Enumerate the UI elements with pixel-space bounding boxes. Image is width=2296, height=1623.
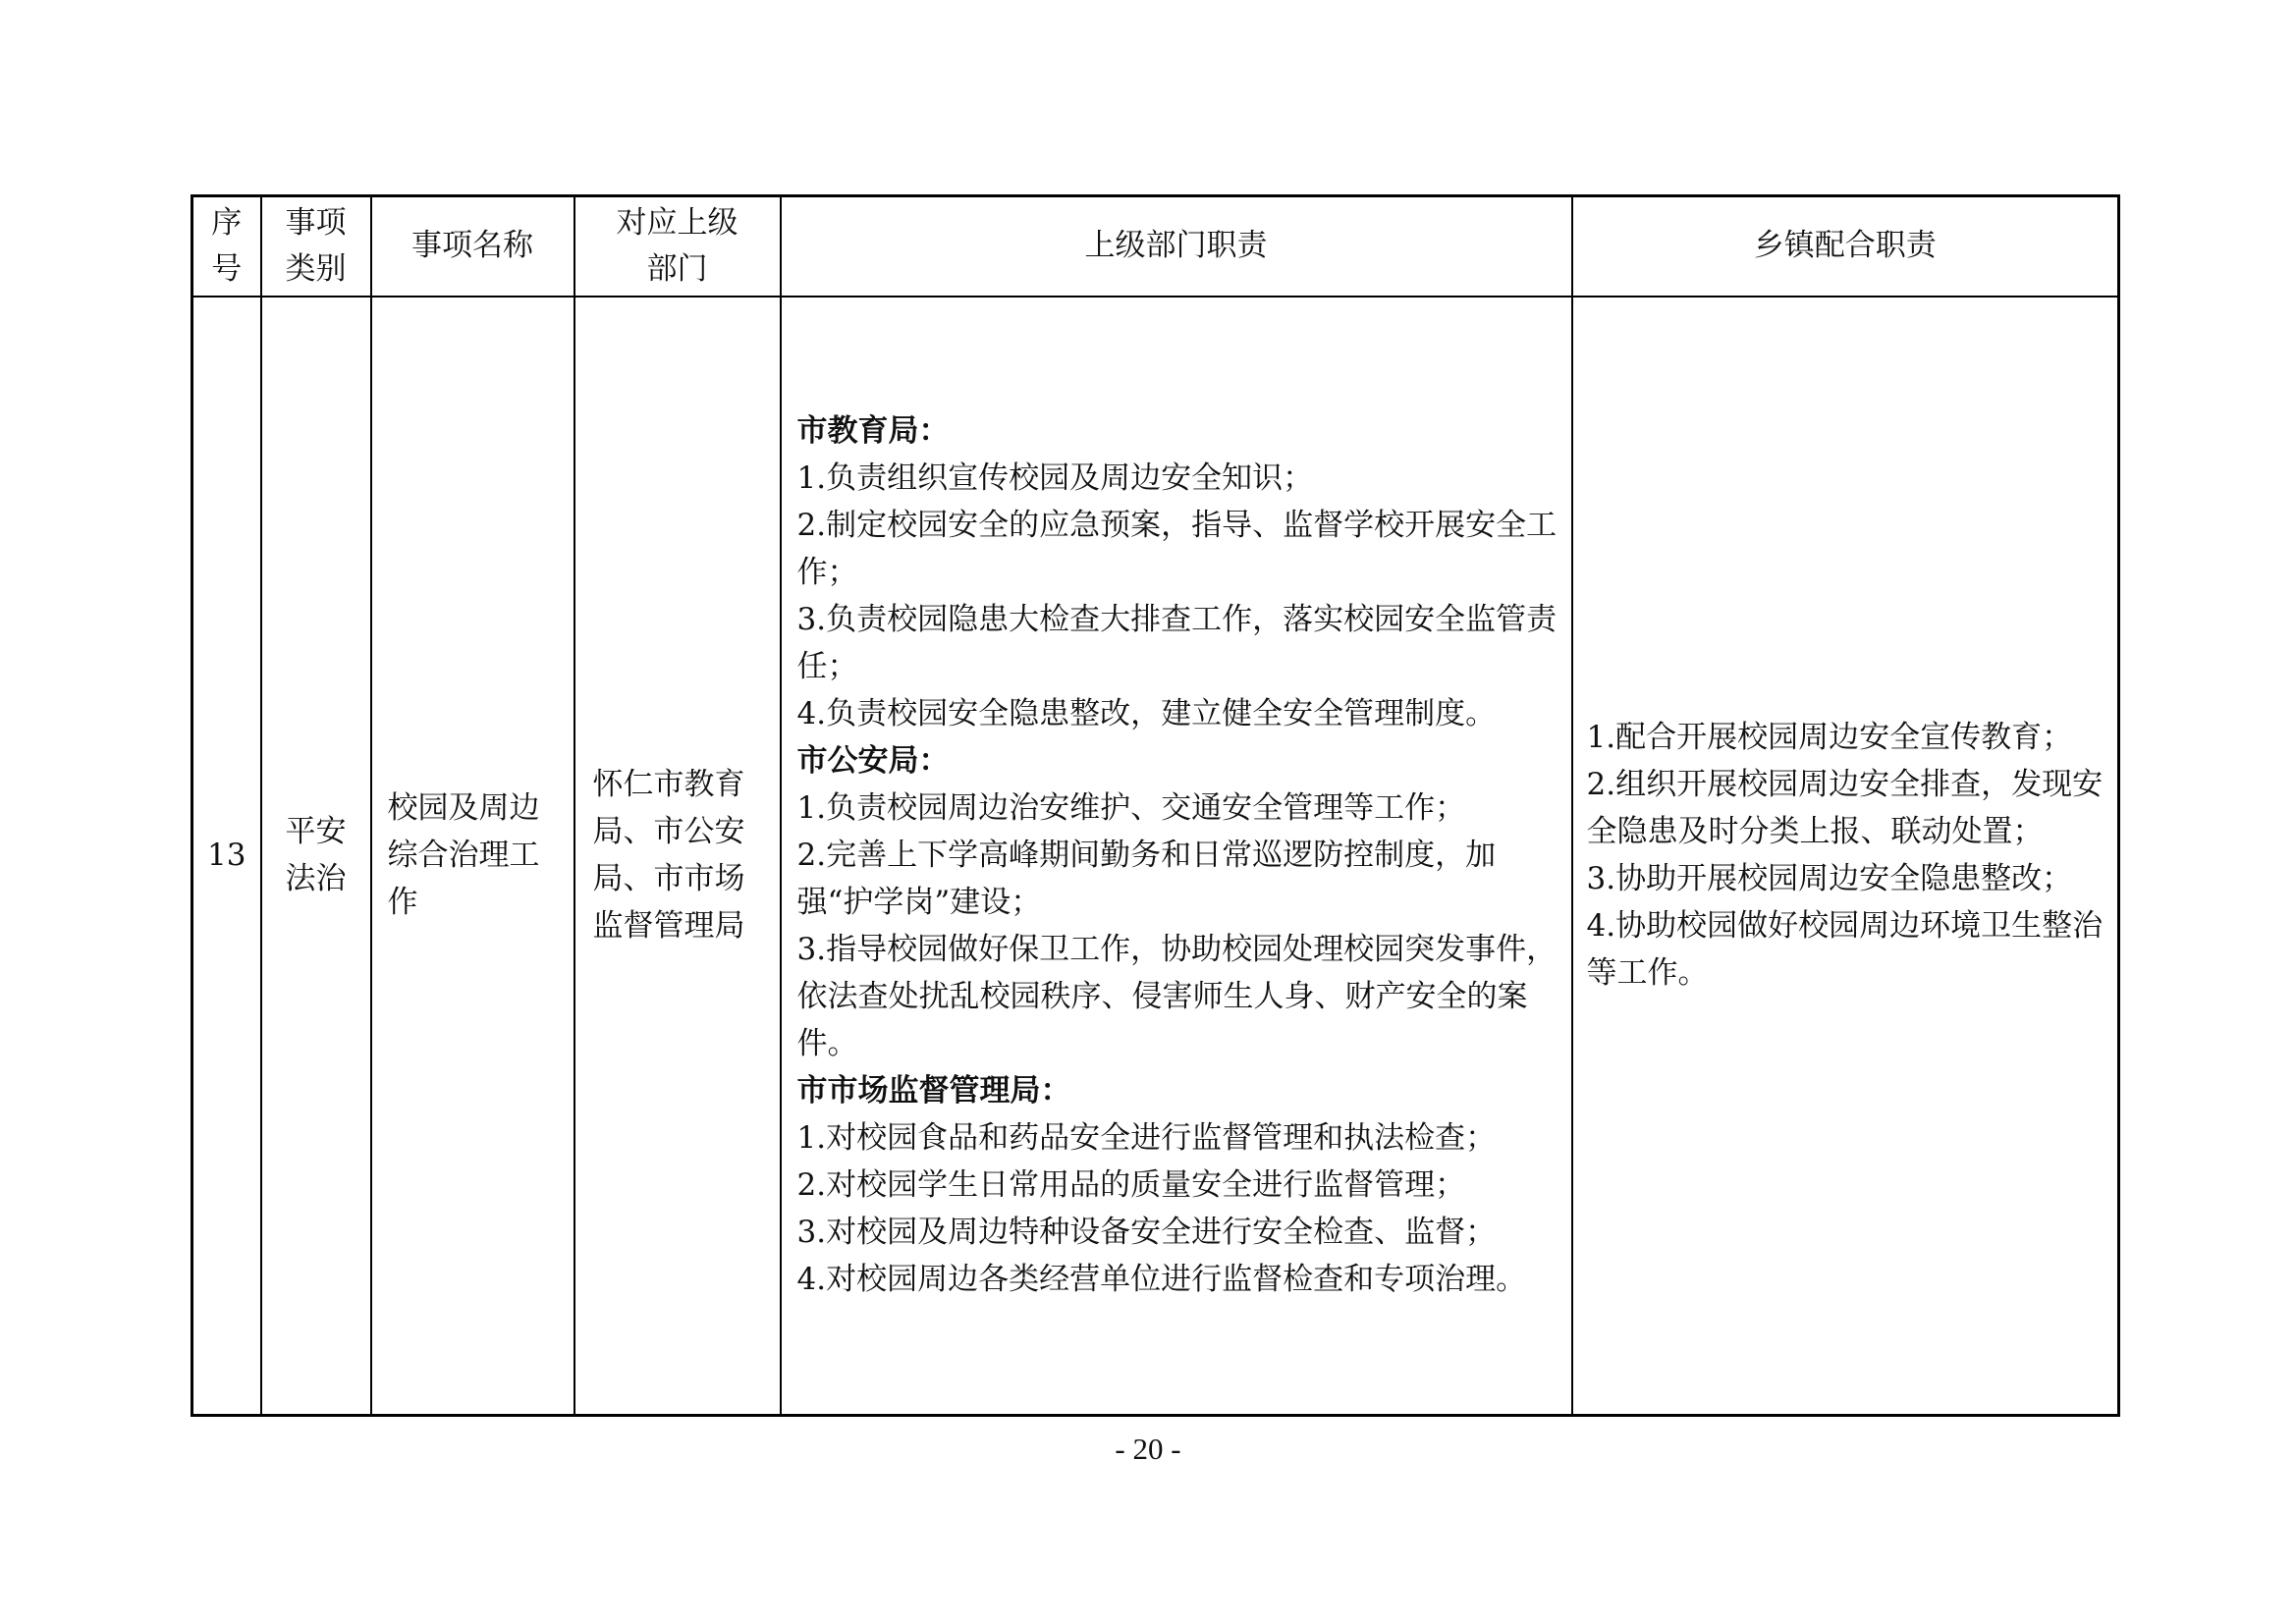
duty-dept-heading: 市公安局： [796,743,950,780]
header-category: 事项类别 [261,196,371,297]
duty-item: 3.负责校园隐患大检查大排查工作，落实校园安全监管责任； [796,602,1558,685]
row-category: 平安法治 [261,297,371,1416]
duty-item: 2.对校园学生日常用品的质量安全进行监督管理； [796,1167,1466,1204]
duty-item: 4.负责校园安全隐患整改，建立健全安全管理制度。 [796,696,1497,732]
header-superior-dept: 对应上级部门 [574,196,781,297]
duty-item: 3.指导校园做好保卫工作，协助校园处理校园突发事件，依法查处扰乱校园秩序、侵害师生人身、财产安全的案件。 [796,932,1558,1062]
table-header-row [192,196,2119,297]
header-seq: 序号 [192,196,261,297]
header-superior-duties: 上级部门职责 [781,196,1572,297]
duty-item: 1.负责校园周边治安维护、交通安全管理等工作； [796,790,1466,827]
township-duty-item: 2.组织开展校园周边安全排查，发现安全隐患及时分类上报、联动处置； [1586,767,2104,850]
row-item-name: 校园及周边综合治理工作 [371,297,574,1416]
duty-item: 4.对校园周边各类经营单位进行监督检查和专项治理。 [796,1262,1527,1298]
row-superior-dept: 怀仁市教育局、市公安局、市市场监督管理局 [574,297,781,1416]
row-superior-duties [781,297,1572,1416]
duty-item: 2.完善上下学高峰期间勤务和日常巡逻防控制度，加强“护学岗”建设； [796,838,1497,921]
table-row [192,297,2119,1416]
township-duty-item: 4.协助校园做好校园周边环境卫生整治等工作。 [1586,908,2104,992]
duty-item: 1.负责组织宣传校园及周边安全知识； [796,460,1314,497]
row-township-duties [1572,297,2119,1416]
duty-item: 3.对校园及周边特种设备安全进行安全检查、监督； [796,1215,1497,1251]
duty-dept-heading: 市教育局： [796,413,950,450]
duty-dept-heading: 市市场监督管理局： [796,1073,1071,1109]
header-item-name: 事项名称 [371,196,574,297]
township-duty-item: 3.协助开展校园周边安全隐患整改； [1586,861,2073,897]
row-seq: 13 [192,297,261,1416]
duty-item: 2.制定校园安全的应急预案，指导、监督学校开展安全工作； [796,508,1558,591]
page-number: - 20 - [1115,1432,1181,1466]
header-township-duties: 乡镇配合职责 [1572,196,2119,297]
duty-item: 1.对校园食品和药品安全进行监督管理和执法检查； [796,1120,1497,1157]
responsibility-table [191,194,2120,1417]
township-duty-item: 1.配合开展校园周边安全宣传教育； [1586,720,2073,756]
